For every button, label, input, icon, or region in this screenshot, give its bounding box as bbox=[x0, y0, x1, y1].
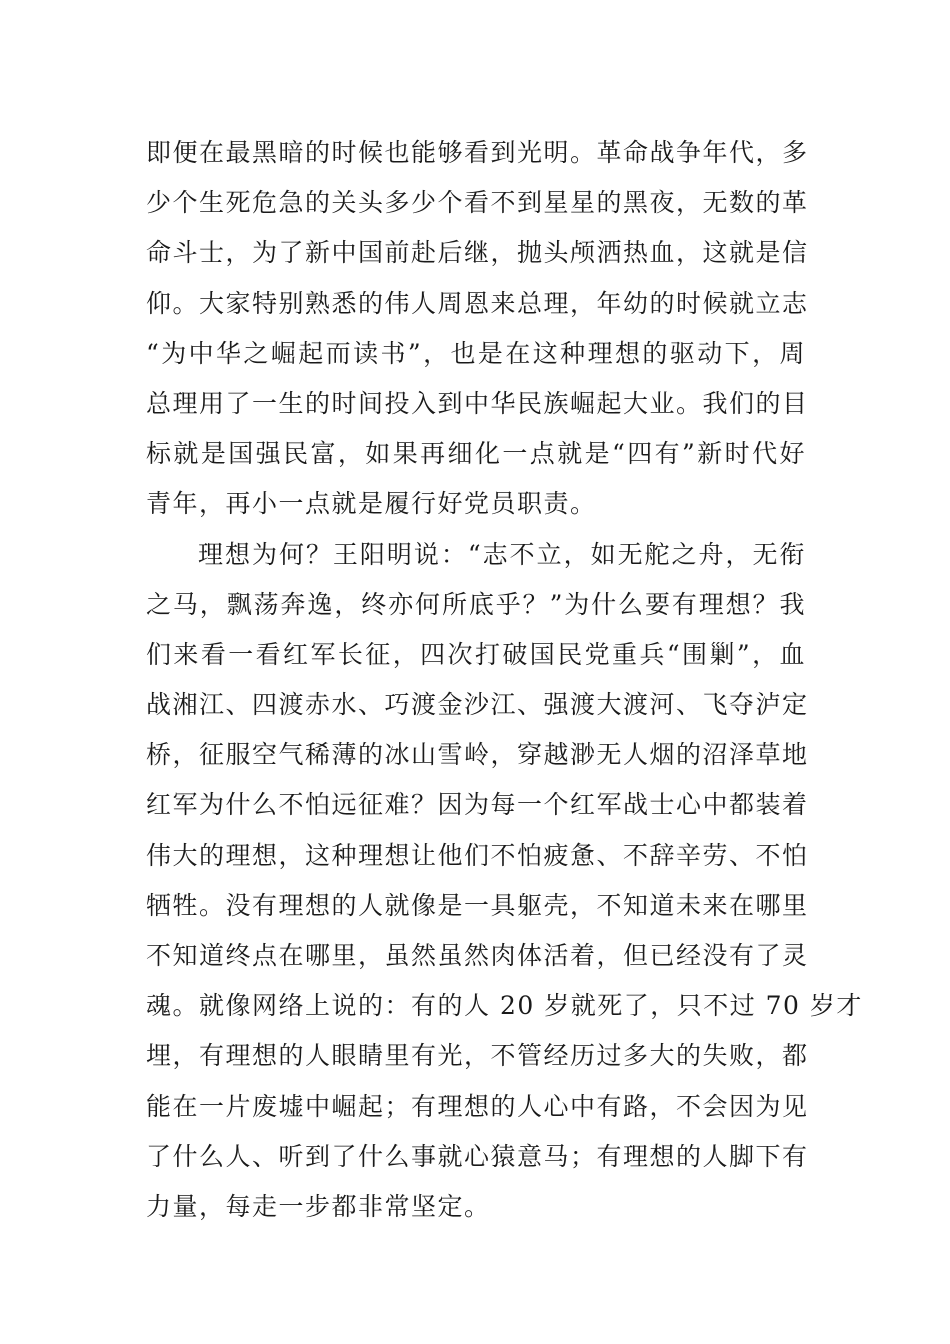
text-line: 之马，飘荡奔逸，终亦何所底乎？”为什么要有理想？我 bbox=[146, 589, 806, 619]
text-line: 标就是国强民富，如果再细化一点就是“四有”新时代好 bbox=[146, 439, 806, 469]
text-line: 即便在最黑暗的时候也能够看到光明。革命战争年代，多 bbox=[146, 138, 809, 167]
text-line: 仰。大家特别熟悉的伟人周恩来总理，年幼的时候就立志 bbox=[146, 288, 809, 318]
text-line: 埋，有理想的人眼睛里有光，不管经历过多大的失败，都 bbox=[146, 1041, 809, 1071]
paragraph-1 bbox=[146, 128, 809, 530]
text-line: 少个生死危急的关头多少个看不到星星的黑夜，无数的革 bbox=[146, 188, 809, 218]
text-line: 青年，再小一点就是履行好党员职责。 bbox=[146, 489, 597, 519]
text-line: 桥，征服空气稀薄的冰山雪岭，穿越渺无人烟的沼泽草地 bbox=[146, 740, 809, 770]
text-line: 们来看一看红军长征，四次打破国民党重兵“围剿”，血 bbox=[146, 639, 806, 669]
text-line: 理想为何？王阳明说：“志不立，如无舵之舟，无衔 bbox=[198, 539, 806, 569]
text-line: 伟大的理想，这种理想让他们不怕疲惫、不辞辛劳、不怕 bbox=[146, 840, 809, 870]
text-line: 战湘江、四渡赤水、巧渡金沙江、强渡大渡河、飞夺泸定 bbox=[146, 690, 809, 720]
text-line: “为中华之崛起而读书”，也是在这种理想的驱动下，周 bbox=[146, 338, 806, 368]
text-line: 总理用了一生的时间投入到中华民族崛起大业。我们的目 bbox=[146, 388, 809, 418]
text-line: 力量，每走一步都非常坚定。 bbox=[146, 1191, 491, 1221]
body-text bbox=[146, 128, 863, 1232]
paragraph-2 bbox=[146, 530, 863, 1233]
text-line: 了什么人、听到了什么事就心猿意马；有理想的人脚下有 bbox=[146, 1141, 809, 1171]
text-line: 红军为什么不怕远征难？因为每一个红军战士心中都装着 bbox=[146, 790, 809, 820]
text-line: 能在一片废墟中崛起；有理想的人心中有路，不会因为见 bbox=[146, 1091, 809, 1121]
text-line: 牺牲。没有理想的人就像是一具躯壳，不知道未来在哪里 bbox=[146, 890, 809, 920]
text-line: 魂。就像网络上说的：有的人 20 岁就死了，只不过 70 岁才 bbox=[146, 991, 863, 1021]
text-line: 命斗士，为了新中国前赴后继，抛头颅洒热血，这就是信 bbox=[146, 238, 809, 268]
text-line: 不知道终点在哪里，虽然虽然肉体活着，但已经没有了灵 bbox=[146, 941, 809, 970]
